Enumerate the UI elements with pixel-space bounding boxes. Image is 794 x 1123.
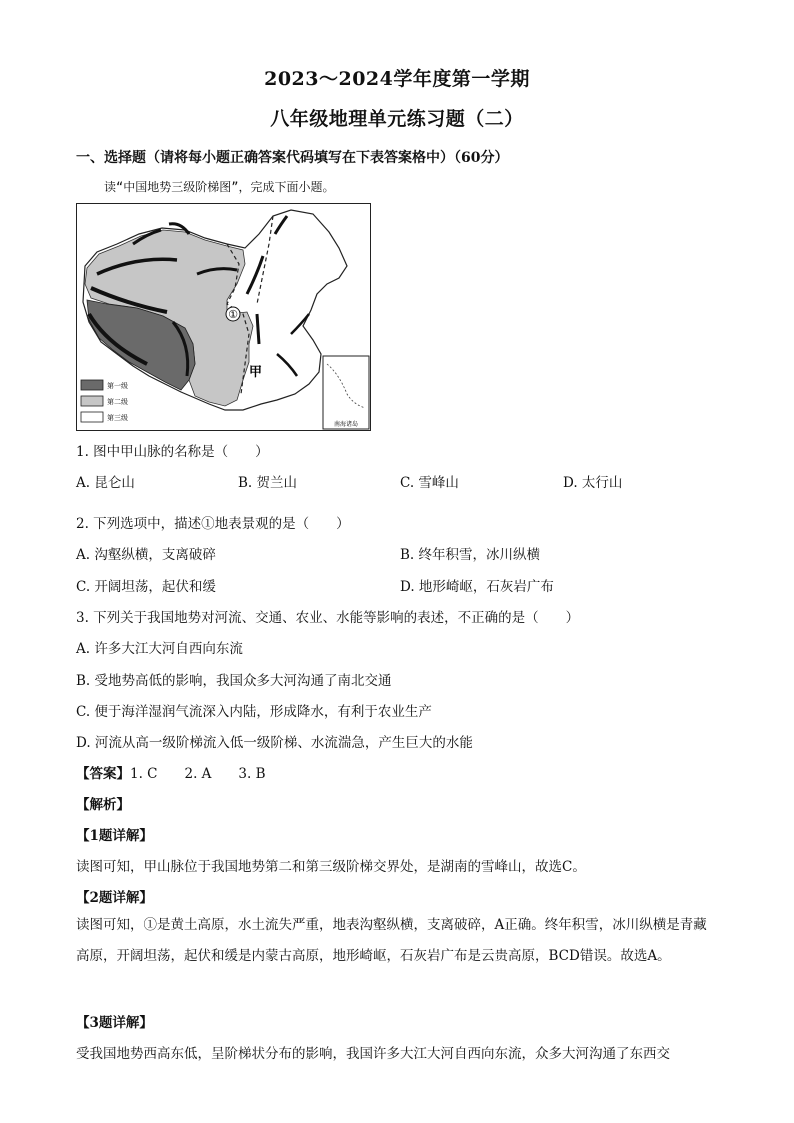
answer-line [76, 762, 266, 782]
detail-2-text: 读图可知，①是黄土高原，水土流失严重，地表沟壑纵横，支离破碎，A正确。终年积雪，冰川纵横是青藏高原，开阔坦荡，起伏和缓是内蒙古高原，地形崎岖，石灰岩广布是云贵高原，BCD错误。故选A。 [76, 917, 707, 964]
question-1-option-c: C. 雪峰山 [400, 475, 459, 491]
detail-3-text: 受我国地势西高东低，呈阶梯状分布的影响，我国许多大江大河自西向东流，众多大河沟通了东西交 [76, 1046, 670, 1062]
inset-label: 南海诸岛 [333, 421, 359, 428]
legend-label-level-2: 第二级 [107, 398, 128, 406]
question-1-stem: 1. 图中甲山脉的名称是（ ） [76, 444, 269, 460]
detail-3-label: 【3题详解】 [76, 1015, 153, 1031]
question-3-stem: 3. 下列关于我国地势对河流、交通、农业、水能等影响的表述，不正确的是（ ） [76, 610, 580, 626]
question-3-option-a: A. 许多大江大河自西向东流 [76, 641, 243, 657]
map-intro-text: 读“中国地势三级阶梯图”，完成下面小题。 [104, 180, 335, 194]
detail-1-label: 【1题详解】 [76, 828, 153, 844]
question-2-option-a: A. 沟壑纵横，支离破碎 [76, 547, 216, 563]
marker-circle-1-label: ① [228, 308, 238, 321]
map-drawing [77, 204, 370, 430]
document-title-line2: 八年级地理单元练习题（二） [270, 108, 524, 130]
question-2-stem: 2. 下列选项中，描述①地表景观的是（ ） [76, 516, 350, 532]
legend-label-level-3: 第三级 [107, 414, 128, 422]
question-2-option-d: D. 地形崎岖，石灰岩广布 [400, 579, 554, 595]
question-2-option-b: B. 终年积雪，冰川纵横 [400, 547, 541, 563]
question-3-option-d: D. 河流从高一级阶梯流入低一级阶梯、水流湍急，产生巨大的水能 [76, 735, 473, 751]
document-title-line1: 2023～2024学年度第一学期 [264, 68, 530, 90]
legend-swatch-level-3 [81, 412, 103, 422]
question-1-option-a: A. 昆仑山 [76, 475, 135, 491]
china-terrain-map [76, 203, 371, 431]
mountain-range [257, 314, 259, 344]
detail-1-text: 读图可知，甲山脉位于我国地势第二和第三级阶梯交界处，是湖南的雪峰山，故选C。 [76, 859, 586, 875]
question-3-option-c: C. 便于海洋湿润气流深入内陆，形成降水，有利于农业生产 [76, 704, 432, 720]
question-1-option-b: B. 贺兰山 [238, 475, 298, 491]
legend-swatch-level-2 [81, 396, 103, 406]
section-heading: 一、选择题（请将每小题正确答案代码填写在下表答案格中）（60分） [76, 150, 509, 166]
answer-values: 1. C 2. A 3. B [130, 766, 266, 782]
question-3-option-b: B. 受地势高低的影响，我国众多大河沟通了南北交通 [76, 673, 392, 689]
marker-jia-label: 甲 [249, 365, 263, 380]
question-2-option-c: C. 开阔坦荡，起伏和缓 [76, 579, 216, 595]
analysis-label: 【解析】 [76, 797, 130, 813]
detail-2-label: 【2题详解】 [76, 890, 153, 906]
answer-label: 【答案】 [76, 766, 130, 782]
question-1-option-d: D. 太行山 [563, 475, 623, 491]
legend-label-level-1: 第一级 [107, 382, 128, 390]
legend-swatch-level-1 [81, 380, 103, 390]
